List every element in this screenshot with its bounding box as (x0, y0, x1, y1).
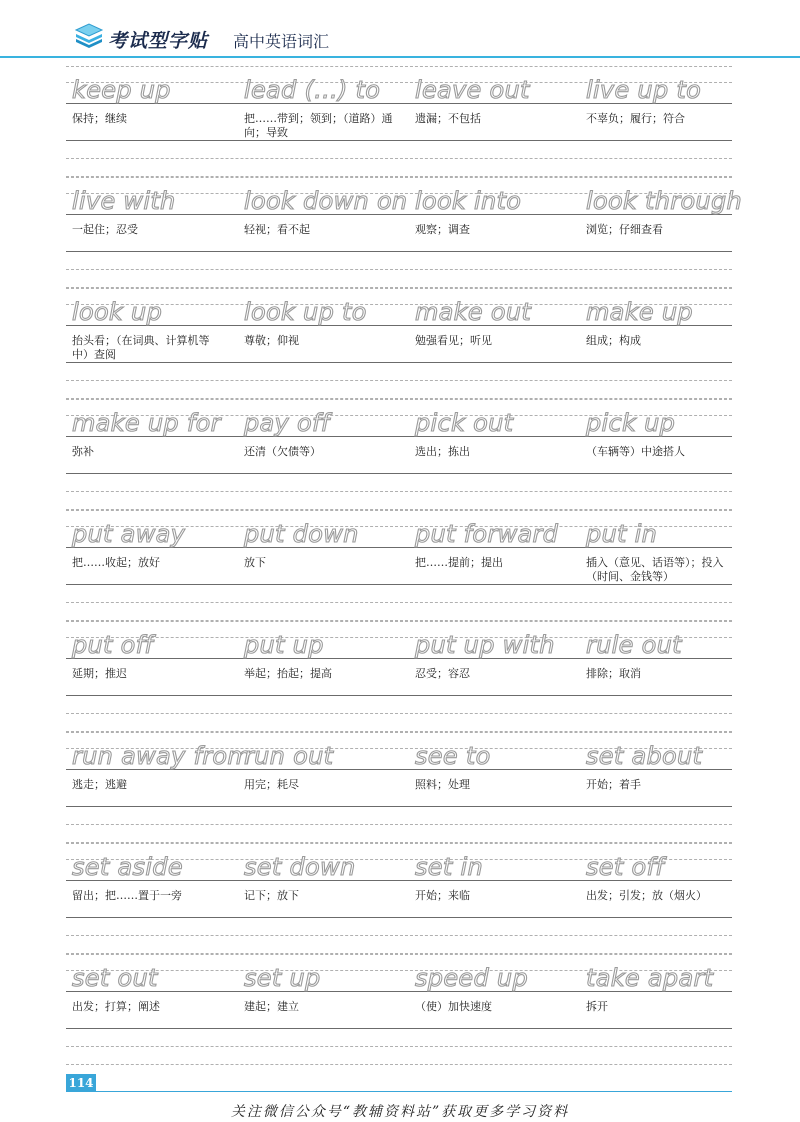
page-number: 114 (66, 1074, 96, 1092)
phrase-meaning: 开始；着手 (586, 778, 641, 791)
trace-phrase: run away from (72, 742, 252, 770)
guide-line (66, 380, 732, 381)
trace-phrase: make up (586, 298, 693, 326)
trace-phrase: look up to (244, 298, 367, 326)
phrase-meaning: 浏览；仔细查看 (586, 223, 663, 236)
trace-phrase: keep up (72, 76, 171, 104)
guide-line (66, 66, 732, 67)
trace-phrase: set down (244, 853, 356, 881)
phrase-meaning: 忍受；容忍 (415, 667, 470, 680)
vocab-row (0, 510, 800, 621)
trace-phrase: see to (415, 742, 491, 770)
trace-phrase: set aside (72, 853, 183, 881)
trace-phrase: set off (586, 853, 664, 881)
guide-line (66, 473, 732, 474)
trace-phrase: pick out (415, 409, 514, 437)
trace-phrase: speed up (415, 964, 528, 992)
brand-title: 考试型字贴 (108, 30, 209, 52)
guide-line (66, 158, 732, 159)
trace-phrase: set out (72, 964, 158, 992)
vocab-row (0, 954, 800, 1065)
guide-line (66, 362, 732, 363)
vocab-row (0, 177, 800, 288)
trace-phrase: make out (415, 298, 532, 326)
guide-line (66, 806, 732, 807)
phrase-meaning: 观察；调查 (415, 223, 470, 236)
trace-phrase: put up with (415, 631, 555, 659)
trace-phrase: live with (72, 187, 176, 215)
trace-phrase: make up for (72, 409, 221, 437)
phrase-meaning: 用完；耗尽 (244, 778, 299, 791)
guide-line (66, 843, 732, 844)
phrase-meaning: 记下；放下 (244, 889, 299, 902)
phrase-meaning: 把……带到；领到；（道路）通向；导致 (244, 112, 393, 139)
phrase-meaning: 选出；拣出 (415, 445, 470, 458)
phrase-meaning: 不辜负；履行；符合 (586, 112, 685, 125)
guide-line (66, 621, 732, 622)
phrase-meaning: 出发；引发；放（烟火） (586, 889, 707, 902)
phrase-meaning: 弥补 (72, 445, 94, 458)
guide-line (66, 510, 732, 511)
guide-line (66, 917, 732, 918)
vocab-row (0, 732, 800, 843)
phrase-meaning: 抬头看；（在词典、计算机等中）查阅 (72, 334, 210, 361)
footer-note: 关注微信公众号“教辅资料站”获取更多学习资料 (230, 1104, 570, 1120)
phrase-meaning: 拆开 (586, 1000, 608, 1013)
phrase-meaning: 出发；打算；阐述 (72, 1000, 160, 1013)
vocab-row (0, 621, 800, 732)
phrase-meaning: 延期；推迟 (72, 667, 127, 680)
trace-phrase: look into (415, 187, 522, 215)
phrase-meaning: 排除；取消 (586, 667, 641, 680)
trace-phrase: put up (244, 631, 324, 659)
trace-phrase: set up (244, 964, 321, 992)
trace-phrase: look up (72, 298, 163, 326)
guide-line (66, 713, 732, 714)
guide-line (66, 584, 732, 585)
trace-phrase: look through (586, 187, 742, 215)
trace-phrase: put away (72, 520, 186, 548)
phrase-meaning: 逃走；逃避 (72, 778, 127, 791)
guide-line (66, 399, 732, 400)
trace-phrase: put in (586, 520, 658, 548)
trace-phrase: look down on (244, 187, 408, 215)
phrase-meaning: 举起；抬起；提高 (244, 667, 332, 680)
trace-phrase: put off (72, 631, 154, 659)
vocab-row (0, 288, 800, 399)
guide-line (66, 1046, 732, 1047)
phrase-meaning: 勉强看见；听见 (415, 334, 492, 347)
phrase-meaning: 放下 (244, 556, 266, 569)
phrase-meaning: 还清（欠债等） (244, 445, 321, 458)
guide-line (66, 269, 732, 270)
guide-line (66, 954, 732, 955)
phrase-meaning: 留出；把……置于一旁 (72, 889, 182, 902)
phrase-meaning: （使）加快速度 (415, 1000, 492, 1013)
guide-line (66, 177, 732, 178)
trace-phrase: rule out (586, 631, 682, 659)
guide-line (66, 1028, 732, 1029)
guide-line (66, 824, 732, 825)
vocab-row (0, 66, 800, 177)
trace-phrase: set about (586, 742, 703, 770)
phrase-meaning: 建起；建立 (244, 1000, 299, 1013)
trace-phrase: pay off (244, 409, 330, 437)
guide-line (66, 695, 732, 696)
phrase-meaning: 保持；继续 (72, 112, 127, 125)
trace-phrase: put down (244, 520, 359, 548)
trace-phrase: leave out (415, 76, 530, 104)
phrase-meaning: 轻视；看不起 (244, 223, 310, 236)
phrase-meaning: 尊敬；仰视 (244, 334, 299, 347)
guide-line (66, 140, 732, 141)
vocab-row (0, 399, 800, 510)
footer-divider (96, 1091, 732, 1092)
trace-phrase: live up to (586, 76, 702, 104)
phrase-meaning: 照料；处理 (415, 778, 470, 791)
phrase-meaning: 组成；构成 (586, 334, 641, 347)
phrase-meaning: 开始；来临 (415, 889, 470, 902)
trace-phrase: pick up (586, 409, 676, 437)
trace-phrase: take apart (586, 964, 714, 992)
trace-phrase: put forward (415, 520, 559, 548)
phrase-meaning: 遗漏；不包括 (415, 112, 481, 125)
guide-line (66, 251, 732, 252)
guide-line (66, 602, 732, 603)
guide-line (66, 732, 732, 733)
guide-line (66, 288, 732, 289)
phrase-meaning: 插入（意见、话语等）；投入（时间、金钱等） (586, 556, 724, 583)
trace-phrase: lead (...) to (244, 76, 381, 104)
book-subtitle: 高中英语词汇 (233, 32, 330, 51)
guide-line (66, 1064, 732, 1065)
phrase-meaning: （车辆等）中途搭人 (586, 445, 685, 458)
guide-line (66, 491, 732, 492)
trace-phrase: run out (244, 742, 334, 770)
phrase-meaning: 一起住；忍受 (72, 223, 138, 236)
vocab-row (0, 843, 800, 954)
phrase-meaning: 把……收起；放好 (72, 556, 160, 569)
phrase-meaning: 把……提前；提出 (415, 556, 503, 569)
guide-line (66, 935, 732, 936)
trace-phrase: set in (415, 853, 483, 881)
